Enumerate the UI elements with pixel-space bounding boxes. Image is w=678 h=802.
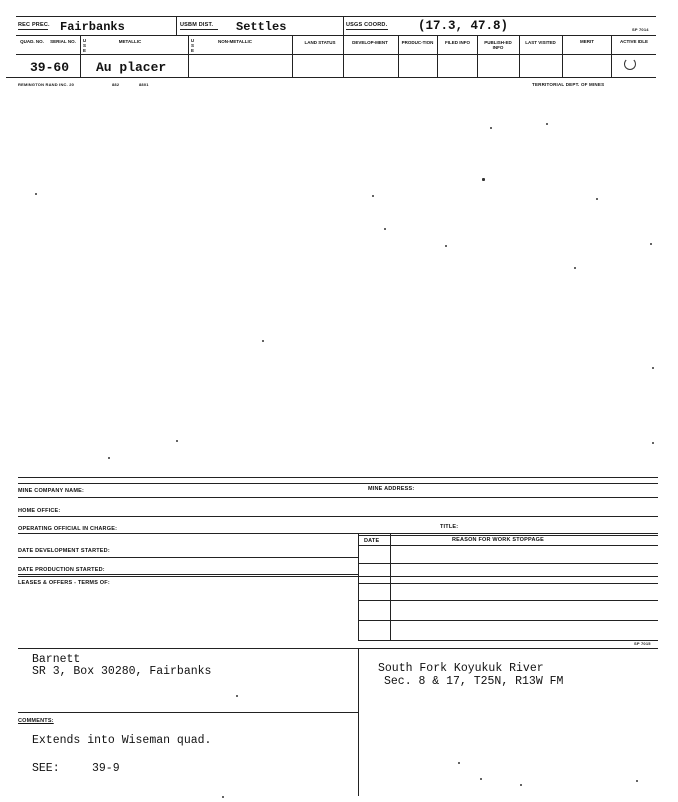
date-col-label: DATE [364, 538, 380, 544]
usgs-coord-label: USGS COORD. [346, 22, 388, 28]
mine-address-label: MINE ADDRESS: [368, 486, 415, 492]
col-development: DEVELOP-MENT [352, 40, 388, 45]
owner-name: Barnett [32, 653, 81, 666]
title-label: TITLE: [440, 524, 459, 530]
comment-line: Extends into Wiseman quad. [32, 734, 212, 747]
mine-company-name-label: MINE COMPANY NAME: [18, 488, 85, 494]
home-office-label: HOME OFFICE: [18, 508, 61, 514]
operating-official-label: OPERATING OFFICIAL IN CHARGE: [18, 526, 118, 532]
date-production-label: DATE PRODUCTION STARTED: [18, 567, 105, 573]
quad-serial-value: 39-60 [30, 60, 70, 75]
col-production: PRODUC-TION [401, 40, 434, 45]
usgs-coord-value: (17.3, 47.8) [418, 19, 509, 33]
rec-prec-label: REC PREC. [18, 22, 50, 28]
bottom-border [6, 77, 656, 78]
see-label: SEE: [32, 762, 60, 775]
comments-label: COMMENTS: [18, 718, 54, 724]
col-filed-info: FILED INFO [445, 40, 470, 45]
form-number-bottom: SP 7015 [634, 641, 651, 646]
col-merit: MERIT [580, 39, 594, 44]
active-idle-mark [624, 58, 636, 70]
col-use-2: U S E [190, 38, 195, 53]
col-last-visited: LAST VISITED [525, 40, 556, 45]
date-development-label: DATE DEVELOPMENT STARTED: [18, 548, 110, 554]
see-reference: 39-9 [92, 762, 120, 775]
rec-prec-value: Fairbanks [60, 20, 125, 34]
col-serial-no: SERIAL NO. [50, 39, 76, 44]
metallic-value: Au placer [96, 60, 167, 75]
col-active-idle: ACTIVE IDLE [619, 39, 648, 44]
col-metallic: METALLIC [118, 39, 142, 44]
col-use-1: U S E [82, 38, 87, 53]
form-number-top: SP 7014 [632, 27, 649, 32]
usbm-dist-value: Settles [236, 20, 287, 34]
location-river: South Fork Koyukuk River [378, 662, 544, 675]
col-published-info: PUBLISH-ED INFO [484, 40, 512, 50]
footer-right: TERRITORIAL DEPT. OF MINES [532, 82, 605, 87]
location-section: Sec. 8 & 17, T25N, R13W FM [384, 675, 564, 688]
footer-mid-1: 882 [112, 82, 120, 87]
reason-col-label: REASON FOR WORK STOPPAGE [452, 537, 544, 543]
usbm-dist-label: USBM DIST. [180, 22, 214, 28]
col-non-metallic: NON-METALLIC [218, 39, 252, 44]
column-header-divider [16, 54, 656, 55]
col-land-status: LAND STATUS [304, 40, 336, 45]
header-divider [16, 35, 656, 36]
leases-offers-label: LEASES & OFFERS - TERMS OF: [18, 580, 110, 586]
footer-mid-2: 8801 [139, 82, 149, 87]
col-quad-no: QUAD. NO. [20, 39, 44, 44]
owner-address: SR 3, Box 30280, Fairbanks [32, 665, 212, 678]
footer-left: REMINGTON RAND INC. 20 [18, 82, 75, 87]
top-border [16, 16, 656, 17]
